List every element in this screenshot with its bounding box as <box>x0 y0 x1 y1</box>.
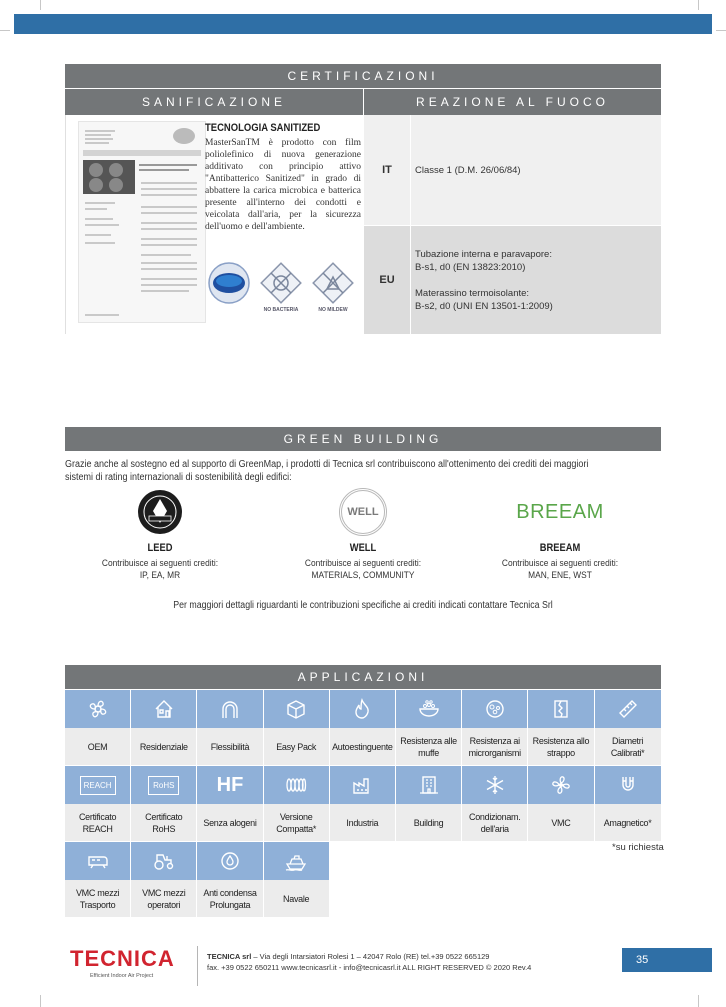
certificazioni-section <box>65 64 661 334</box>
tecnica-logo <box>70 946 175 979</box>
fan-icon <box>65 690 130 728</box>
applicazioni-row <box>65 842 661 918</box>
app-label: Industria <box>330 804 395 841</box>
well-logo <box>273 486 453 538</box>
fuoco-row-it <box>364 115 661 225</box>
well-text-line1: Contribuisce ai seguenti crediti: <box>304 558 422 569</box>
applicazioni-grid <box>65 690 661 918</box>
app-label: Flessibilità <box>197 728 262 765</box>
leed-name: LEED <box>147 542 173 554</box>
app-label: VMC mezzi operatori <box>131 880 196 917</box>
app-label: Condizionam. dell'aria <box>462 804 527 841</box>
reach-icon <box>65 766 130 804</box>
fuoco-class-text: Classe 1 (D.M. 26/06/84) <box>415 164 521 176</box>
app-cell <box>330 766 396 842</box>
tecnica-brand: TECNICA <box>70 946 175 971</box>
app-label: Easy Pack <box>264 728 329 765</box>
app-cell <box>462 766 528 842</box>
crop-mark <box>698 0 699 10</box>
applicazioni-row <box>65 766 661 842</box>
breeam-text-line1: Contribuisce ai seguenti crediti: <box>501 558 619 569</box>
leed-credits: IP, EA, MR <box>139 570 181 581</box>
sanificazione-panel <box>65 115 363 334</box>
arch-icon <box>197 690 262 728</box>
app-label: Building <box>396 804 461 841</box>
app-label: Autoestinguente <box>330 728 395 765</box>
hf-icon-text: HF <box>216 773 244 796</box>
page-number: 35 <box>622 948 712 972</box>
app-cell <box>131 842 197 918</box>
app-cell <box>528 766 594 842</box>
breeam-credits: MAN, ENE, WST <box>528 570 592 581</box>
fuoco-text-line: Materassino termoisolante: <box>415 287 530 299</box>
app-label: Certificato RoHS <box>131 804 196 841</box>
sanitized-title: TECNOLOGIA SANITIZED <box>205 122 321 134</box>
well-logo-text: WELL <box>339 488 387 536</box>
fuoco-row-eu <box>364 225 661 334</box>
app-label: Certificato REACH <box>65 804 130 841</box>
certificazioni-title: CERTIFICAZIONI <box>65 64 661 88</box>
country-code: EU <box>379 274 395 286</box>
fuoco-text-line: B-s1, d0 (EN 13823:2010) <box>415 261 526 273</box>
footer-divider <box>197 946 198 986</box>
no-mildew-icon <box>310 261 356 319</box>
flame-icon <box>330 690 395 728</box>
crop-mark <box>716 30 726 31</box>
leed-logo <box>70 486 250 538</box>
no-bacteria-icon <box>258 261 304 319</box>
droplet-icon <box>197 842 262 880</box>
tecnica-tagline: Efficient Indoor Air Project <box>90 973 154 979</box>
sanitized-logo <box>206 261 252 319</box>
address-line1: – Via degli Intarsiatori Rolesi 1 – 42047 Rolo (RE) tel.+39 0522 665129 <box>251 952 490 961</box>
crop-mark <box>40 995 41 1007</box>
reazione-fuoco-panel <box>363 115 661 334</box>
microbe-icon <box>462 690 527 728</box>
app-cell <box>131 766 197 842</box>
app-label: Resistenza ai microrganismi <box>462 728 527 765</box>
green-building-intro: Grazie anche al sostegno ed al supporto di GreenMap, i prodotti di Tecnica srl contribuiscono all'ottenimento dei crediti dei maggiori sistemi di rating internazionali di sostenibilità degli edifici: <box>65 459 589 483</box>
su-richiesta-note: *su richiesta <box>612 842 664 853</box>
sanificazione-header: SANIFICAZIONE <box>65 89 363 115</box>
no-bacteria-caption: NO BACTERIA <box>263 307 299 313</box>
green-building-section <box>65 427 661 451</box>
well-credits: MATERIALS, COMMUNITY <box>311 570 415 581</box>
app-cell <box>264 690 330 766</box>
company-name: TECNICA srl <box>207 952 252 961</box>
bowl-icon <box>396 690 461 728</box>
app-label: Senza alogeni <box>197 804 262 841</box>
applicazioni-title: APPLICAZIONI <box>65 665 661 689</box>
app-label: Navale <box>264 880 329 917</box>
app-cell <box>330 690 396 766</box>
app-cell <box>197 766 263 842</box>
app-label: Resistenza allo strappo <box>528 728 593 765</box>
fuoco-text-line: B-s2, d0 (UNI EN 13501-1:2009) <box>415 300 553 312</box>
app-label: Residenziale <box>131 728 196 765</box>
house-icon <box>131 690 196 728</box>
certificate-document-thumbnail <box>78 121 206 323</box>
footer-address <box>207 951 531 973</box>
crop-mark <box>698 995 699 1007</box>
crop-mark <box>0 30 10 31</box>
hf-icon <box>197 766 262 804</box>
app-label: Resistenza alle muffe <box>396 728 461 765</box>
factory-icon <box>330 766 395 804</box>
tractor-icon <box>131 842 196 880</box>
snowflake-icon <box>462 766 527 804</box>
spring-icon <box>264 766 329 804</box>
app-cell <box>396 766 462 842</box>
app-cell <box>528 690 594 766</box>
app-cell <box>264 842 330 918</box>
applicazioni-row <box>65 690 661 766</box>
sanitized-description: MasterSanTM è prodotto con film poliolefinico di nuova generazione additivato con principio attivo "Antibatterico Sanitized" in grado di abbattere la carica microbica e batterica presente all'interno dei condotti e veicolata dall'aria, per la sicurezza dell'uomo e dell'ambiente. <box>205 138 361 232</box>
magnet-icon <box>595 766 661 804</box>
no-mildew-caption: NO MILDEW <box>318 307 348 313</box>
app-label: Amagnetico* <box>595 804 661 841</box>
sanitized-logos <box>206 261 356 319</box>
app-cell <box>595 690 661 766</box>
green-building-title: GREEN BUILDING <box>65 427 661 451</box>
app-cell <box>131 690 197 766</box>
reach-icon-text: REACH <box>80 776 116 795</box>
app-cell <box>65 690 131 766</box>
app-label: VMC mezzi Trasporto <box>65 880 130 917</box>
app-cell <box>197 842 263 918</box>
app-label: Diametri Calibrati* <box>595 728 661 765</box>
well-name: WELL <box>349 542 377 554</box>
breeam-logo-text: BREEAM <box>516 500 604 523</box>
top-color-bar <box>14 14 712 34</box>
app-label: OEM <box>65 728 130 765</box>
app-cell <box>65 842 131 918</box>
green-building-footer: Per maggiori dettagli riguardanti le contribuzioni specifiche ai crediti indicati contattare Tecnica Srl <box>173 600 553 611</box>
app-label: VMC <box>528 804 593 841</box>
building-icon <box>396 766 461 804</box>
leed-column <box>70 486 250 582</box>
ship-icon <box>264 842 329 880</box>
fuoco-text-line: Tubazione interna e paravapore: <box>415 248 552 260</box>
applicazioni-section <box>65 665 661 689</box>
app-cell <box>396 690 462 766</box>
crop-mark <box>40 0 41 10</box>
vmc-fan-icon <box>528 766 593 804</box>
reazione-fuoco-header: REAZIONE AL FUOCO <box>363 89 661 115</box>
app-cell <box>264 766 330 842</box>
train-icon <box>65 842 130 880</box>
app-label: Versione Compatta* <box>264 804 329 841</box>
breeam-name: BREEAM <box>539 542 581 554</box>
well-column <box>273 486 453 582</box>
country-code: IT <box>382 164 392 176</box>
app-cell <box>595 766 661 842</box>
address-line2: fax. +39 0522 650211 www.tecnicasrl.it - info@tecnicasrl.it ALL RIGHT RESERVED © 2020 Rev.4 <box>207 963 532 972</box>
app-cell <box>197 690 263 766</box>
app-cell <box>65 766 131 842</box>
app-cell <box>462 690 528 766</box>
breeam-logo <box>470 486 650 538</box>
leed-text-line1: Contribuisce ai seguenti crediti: <box>101 558 219 569</box>
breeam-column <box>470 486 650 582</box>
rohs-icon <box>131 766 196 804</box>
box-icon <box>264 690 329 728</box>
tear-icon <box>528 690 593 728</box>
app-label: Anti condensa Prolungata <box>197 880 262 917</box>
caliper-icon <box>595 690 661 728</box>
rohs-icon-text: RoHS <box>148 776 179 795</box>
